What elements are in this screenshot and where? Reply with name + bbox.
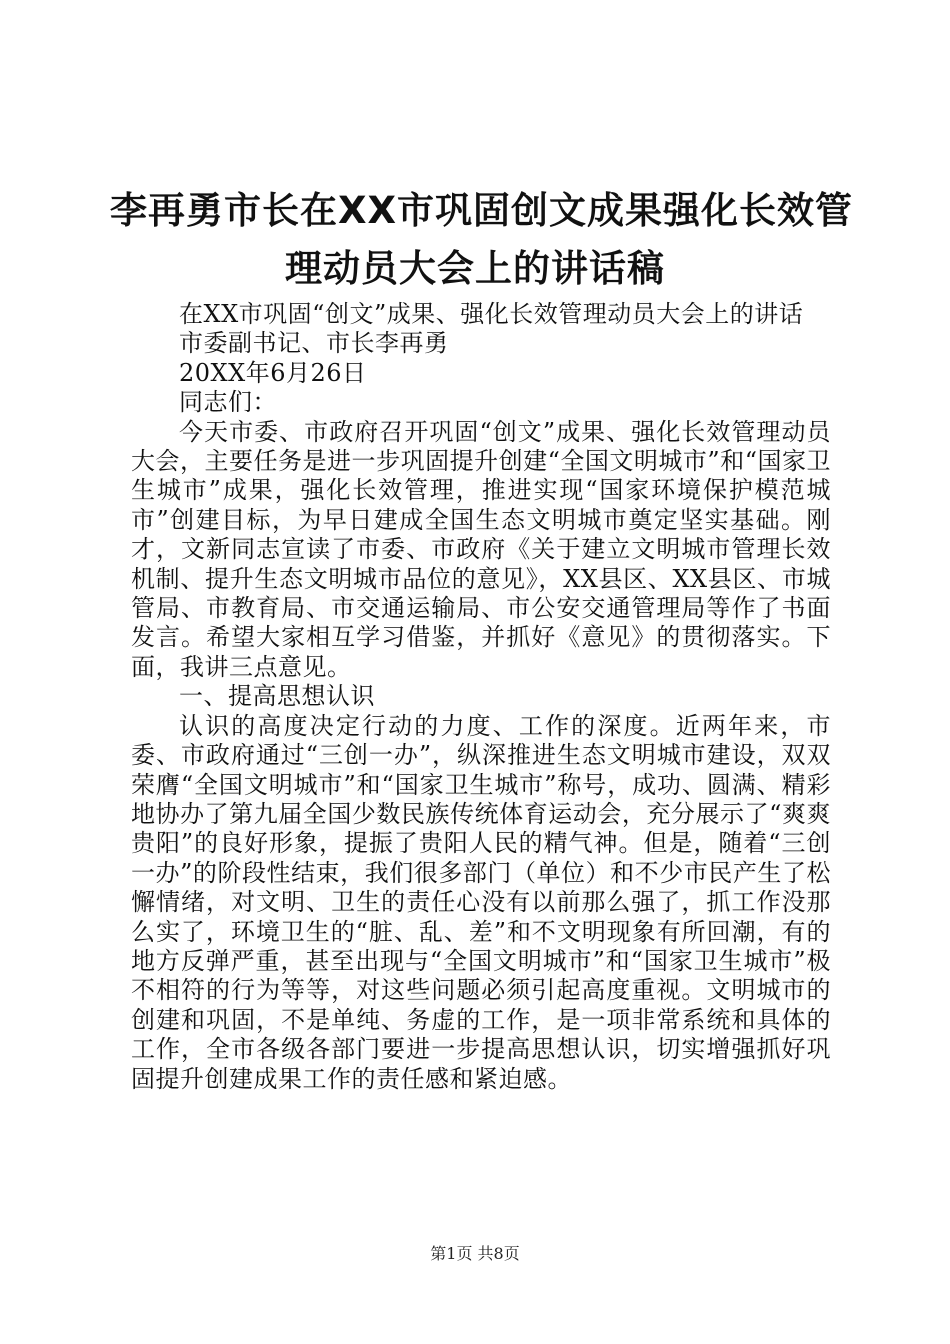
date-line: 20XX年6月26日: [179, 358, 367, 387]
document-body: [131, 300, 831, 1094]
page-number-footer: 第1页 共8页: [430, 1244, 520, 1263]
body-paragraph: 认识的高度决定行动的力度、工作的深度。近两年来，市委、市政府通过“三创一办”，纵深推进生态文明城市建设，双双荣膺“全国文明城市”和“国家卫生城市”称号，成功、圆满、精彩地协办了第九届全国少数民族传统体育运动会，充分展示了“爽爽贵阳”的良好形象，提振了贵阳人民的精气神。但是，随着“三创一办”的阶段性结束，我们很多部门（单位）和不少市民产生了松懈情绪，对文明、卫生的责任心没有以前那么强了，抓工作没那么实了，环境卫生的“脏、乱、差”和不文明现象有所回潮，有的地方反弹严重，甚至出现与“全国文明城市”和“国家卫生城市”极不相符的行为等等，对这些问题必须引起高度重视。文明城市的创建和巩固，不是单纯、务虚的工作，是一项非常系统和具体的工作，全市各级各部门要进一步提高思想认识，切实增强抓好巩固提升创建成果工作的责任感和紧迫感。: [131, 711, 831, 1093]
section-heading: 一、提高思想认识: [179, 682, 375, 711]
speaker-line: 市委副书记、市长李再勇: [179, 329, 449, 358]
document-title-line-2: 理动员大会上的讲话稿: [285, 247, 665, 290]
body-paragraph: 今天市委、市政府召开巩固“创文”成果、强化长效管理动员大会，主要任务是进一步巩固提升创建“全国文明城市”和“国家卫生城市”成果，强化长效管理，推进实现“国家环境保护模范城市”创建目标，为早日建成全国生态文明城市奠定坚实基础。刚才，文新同志宣读了市委、市政府《关于建立文明城市管理长效机制、提升生态文明城市品位的意见》，XX县区、XX县区、市城管局、市教育局、市交通运输局、市公安交通管理局等作了书面发言。希望大家相互学习借鉴，并抓好《意见》的贯彻落实。下面，我讲三点意见。: [131, 417, 831, 681]
speech-heading: 在XX市巩固“创文”成果、强化长效管理动员大会上的讲话: [179, 300, 804, 328]
salutation: 同志们：: [179, 388, 277, 417]
document-title-line-1: 李再勇市长在XX市巩固创文成果强化长效管: [110, 189, 854, 232]
